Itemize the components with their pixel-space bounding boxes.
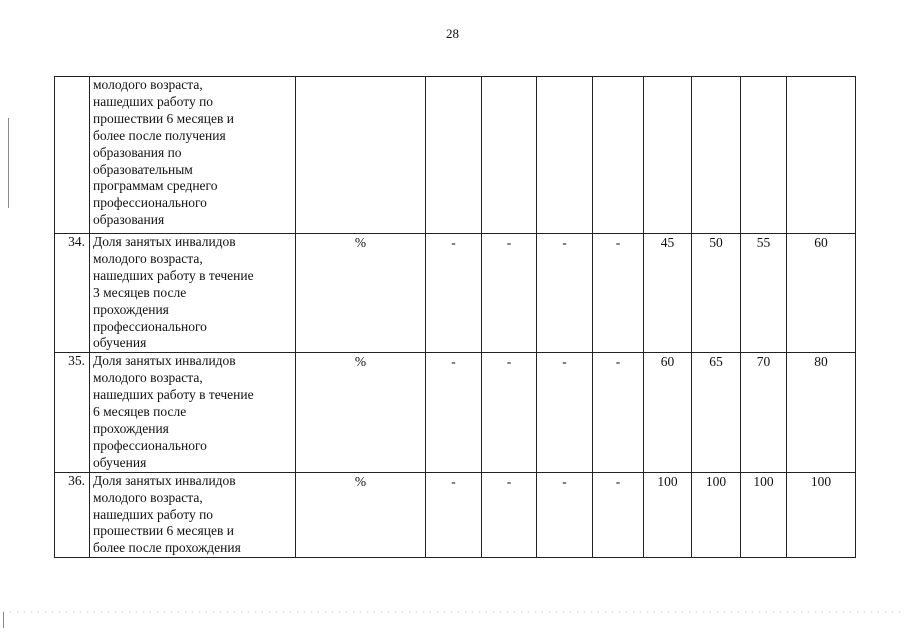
unit-cell: % (296, 353, 426, 472)
value-cell: 60 (787, 234, 856, 353)
indicator-name-line: образовательным (93, 161, 193, 177)
indicator-name-line: профессионального (93, 195, 207, 211)
value-cell (787, 77, 856, 234)
scan-noise (0, 610, 905, 614)
indicator-name-line: прохождения (93, 301, 169, 317)
indicator-name-line: более после получения (93, 127, 226, 143)
value-cell: 100 (787, 472, 856, 558)
indicator-name-line: прошествии 6 месяцев и (93, 110, 234, 126)
value-cell: - (593, 353, 644, 472)
value-cell (692, 77, 741, 234)
unit-cell (296, 77, 426, 234)
row-number-cell (55, 77, 90, 234)
value-cell: - (482, 353, 537, 472)
value-cell: - (593, 234, 644, 353)
indicator-name-line: профессионального (93, 318, 207, 334)
table-row (55, 353, 856, 472)
indicator-name-cell (90, 472, 296, 558)
indicator-table (54, 76, 856, 558)
indicator-name-line: образования по (93, 144, 182, 160)
indicator-name-cell (90, 353, 296, 472)
indicator-name-cell (90, 77, 296, 234)
value-cell: 80 (787, 353, 856, 472)
table-row (55, 77, 856, 234)
indicator-name-line: нашедших работу в течение (93, 387, 254, 403)
indicator-name-line: нашедших работу в течение (93, 267, 254, 283)
value-cell (644, 77, 692, 234)
scan-edge-mark (8, 118, 9, 208)
value-cell: 65 (692, 353, 741, 472)
indicator-name-line: нашедших работу по (93, 506, 214, 522)
value-cell (537, 77, 593, 234)
unit-cell: % (296, 472, 426, 558)
value-cell: - (537, 353, 593, 472)
table-row (55, 472, 856, 558)
indicator-name-line: молодого возраста, (93, 370, 203, 386)
value-cell: 50 (692, 234, 741, 353)
value-cell: 100 (692, 472, 741, 558)
value-cell: - (426, 234, 482, 353)
unit-cell: % (296, 234, 426, 353)
indicator-name-line: нашедших работу по (93, 93, 214, 109)
indicator-name-line: программам среднего (93, 178, 218, 194)
row-number-cell: 34. (55, 234, 90, 353)
table-row (55, 234, 856, 353)
indicator-name-line: молодого возраста, (93, 77, 203, 92)
value-cell (593, 77, 644, 234)
value-cell: 55 (741, 234, 787, 353)
indicator-name-line: более после прохождения (93, 540, 241, 556)
value-cell: - (482, 234, 537, 353)
indicator-name-line: молодого возраста, (93, 489, 203, 505)
scan-edge-mark (3, 612, 4, 628)
value-cell (426, 77, 482, 234)
indicator-name-line: 6 месяцев после (93, 404, 187, 420)
indicator-name-line: прохождения (93, 420, 169, 436)
indicator-name-line: молодого возраста, (93, 250, 203, 266)
value-cell: 100 (644, 472, 692, 558)
indicator-name-cell (90, 234, 296, 353)
indicator-name-line: Доля занятых инвалидов (93, 234, 236, 249)
page-number: 28 (446, 26, 459, 41)
indicator-name-line: обучения (93, 335, 147, 351)
indicator-name-line: Доля занятых инвалидов (93, 472, 236, 488)
value-cell: - (426, 472, 482, 558)
value-cell (482, 77, 537, 234)
indicator-name-line: образования (93, 212, 165, 228)
row-number-cell: 35. (55, 353, 90, 472)
indicator-name-line: прошествии 6 месяцев и (93, 523, 234, 539)
value-cell: - (537, 234, 593, 353)
row-number-cell: 36. (55, 472, 90, 558)
value-cell: - (482, 472, 537, 558)
indicator-name-line: профессионального (93, 437, 207, 453)
indicator-name-line: обучения (93, 454, 147, 470)
value-cell (741, 77, 787, 234)
value-cell: 100 (741, 472, 787, 558)
indicator-name-line: Доля занятых инвалидов (93, 353, 236, 369)
value-cell: - (593, 472, 644, 558)
value-cell: - (426, 353, 482, 472)
value-cell: 60 (644, 353, 692, 472)
value-cell: 70 (741, 353, 787, 472)
value-cell: - (537, 472, 593, 558)
indicator-name-line: 3 месяцев после (93, 284, 187, 300)
indicator-table-wrapper (54, 76, 856, 558)
value-cell: 45 (644, 234, 692, 353)
